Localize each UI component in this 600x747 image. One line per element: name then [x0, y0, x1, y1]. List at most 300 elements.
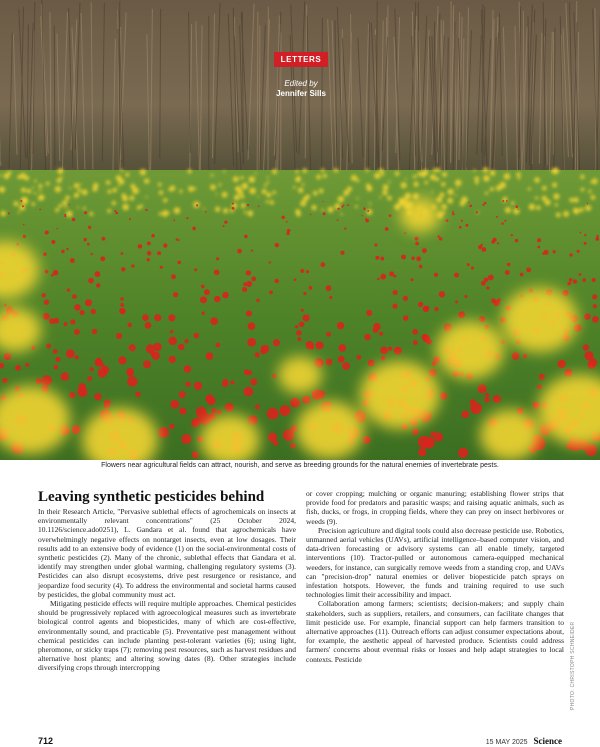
poppy-flower [251, 276, 256, 281]
poppy-flower [297, 337, 301, 341]
poppy-flower [120, 309, 125, 314]
yellow-flower [436, 197, 442, 203]
poppy-flower [286, 221, 288, 223]
poppy-flower [582, 278, 586, 282]
poppy-flower [204, 289, 210, 295]
poppy-flower [170, 400, 179, 409]
poppy-flower [64, 214, 66, 216]
yellow-flower [215, 193, 217, 195]
yellow-flower [233, 176, 239, 182]
poppy-flower [95, 358, 101, 364]
poppy-flower [206, 352, 214, 360]
poppy-flower [573, 279, 577, 283]
poppy-flower [92, 329, 97, 334]
poppy-flower [557, 360, 565, 368]
blurred-yellow-flower [360, 361, 440, 429]
yellow-flower [74, 183, 79, 188]
yellow-flower [262, 189, 267, 194]
poppy-flower [247, 338, 256, 347]
poppy-flower [184, 339, 188, 343]
poppy-flower [393, 275, 396, 278]
yellow-flower [215, 207, 220, 212]
poppy-flower [184, 365, 191, 372]
poppy-flower [425, 306, 430, 311]
yellow-flower [272, 191, 276, 195]
poppy-flower [486, 286, 489, 289]
poppy-flower [51, 274, 54, 277]
poppy-flower [482, 247, 487, 252]
poppy-flower [145, 322, 152, 329]
poppy-flower [426, 339, 432, 345]
poppy-flower [205, 211, 207, 213]
poppy-flower [78, 383, 85, 390]
yellow-flower [122, 204, 129, 211]
yellow-flower [21, 197, 28, 204]
poppy-flower [458, 448, 468, 458]
poppy-flower [53, 349, 58, 354]
poppy-flower [272, 373, 276, 377]
yellow-flower [66, 210, 73, 217]
yellow-flower [18, 211, 20, 213]
yellow-flower [321, 209, 324, 212]
poppy-flower [258, 206, 260, 208]
poppy-flower [469, 205, 472, 208]
poppy-flower [412, 329, 418, 335]
yellow-flower [483, 167, 489, 173]
poppy-flower [145, 209, 147, 211]
poppy-flower [244, 387, 254, 397]
poppy-flower [412, 429, 419, 436]
poppy-flower [459, 226, 462, 229]
poppy-flower [127, 370, 134, 377]
poppy-flower [74, 304, 81, 311]
yellow-flower [300, 200, 306, 206]
poppy-flower [482, 204, 484, 206]
poppy-flower [595, 237, 599, 241]
poppy-flower [583, 344, 589, 350]
poppy-flower [217, 410, 222, 415]
poppy-flower [201, 285, 205, 289]
poppy-flower [385, 227, 389, 231]
poppy-flower [401, 255, 406, 260]
poppy-flower [329, 296, 332, 299]
poppy-flower [223, 225, 225, 227]
yellow-flower [19, 205, 25, 211]
poppy-flower [102, 237, 106, 241]
poppy-flower [306, 270, 309, 273]
poppy-flower [411, 257, 414, 260]
yellow-flower [145, 196, 147, 198]
poppy-flower [22, 205, 24, 207]
yellow-flower [441, 182, 446, 187]
poppy-flower [214, 269, 220, 275]
poppy-flower [281, 216, 284, 219]
poppy-flower [394, 347, 402, 355]
poppy-flower [302, 396, 310, 404]
yellow-flower [529, 204, 536, 211]
poppy-flower [326, 285, 332, 291]
poppy-flower [200, 296, 207, 303]
yellow-flower [116, 175, 122, 181]
yellow-flower [295, 177, 301, 183]
yellow-flower [223, 208, 228, 213]
poppy-flower [237, 249, 242, 254]
yellow-flower [581, 188, 585, 192]
poppy-flower [380, 347, 388, 355]
poppy-flower [365, 219, 369, 223]
yellow-flower [383, 184, 389, 190]
poppy-flower [116, 333, 122, 339]
poppy-flower [484, 202, 486, 204]
poppy-flower [357, 355, 362, 360]
poppy-flower [87, 243, 90, 246]
poppy-flower [89, 367, 93, 371]
yellow-flower [222, 192, 228, 198]
yellow-flower [473, 169, 476, 172]
poppy-flower [504, 220, 506, 222]
yellow-flower [504, 173, 511, 180]
poppy-flower [120, 303, 124, 307]
poppy-flower [326, 332, 331, 337]
yellow-flower [552, 182, 557, 187]
poppy-flower [147, 258, 150, 261]
yellow-flower [238, 190, 244, 196]
poppy-flower [413, 340, 418, 345]
poppy-flower [488, 275, 494, 281]
poppy-flower [129, 344, 136, 351]
poppy-flower [179, 407, 186, 414]
poppy-flower [81, 391, 86, 396]
poppy-flower [338, 344, 346, 352]
article-column-left [38, 507, 296, 673]
poppy-flower [461, 410, 469, 418]
paragraph: Precision agriculture and digital tools could also decrease pesticide use. Robotics, unmanned aerial vehicles (UAVs), artificial intelligence–based computer vision, and data-driven forecasting or advisory systems can all enable timely, targeted interventions (10). Tractor-pulled or autonomous camera-equipped mechanical weeders, for instance, can surgically remove weeds from a standing crop, and UAVs can "precision-drop" natural enemies or deliver biopesticide patch sprays on infestation hotspots. However, the funds and training required to use such technologies limit their accessibility and impact. [306, 525, 564, 600]
poppy-flower [403, 296, 408, 301]
yellow-flower [340, 213, 342, 215]
poppy-flower [537, 384, 542, 389]
poppy-flower [255, 405, 260, 410]
yellow-flower [553, 193, 559, 199]
poppy-flower [290, 443, 295, 448]
poppy-flower [454, 273, 459, 278]
yellow-flower [351, 175, 357, 181]
yellow-flower [140, 169, 146, 175]
poppy-flower [56, 228, 58, 230]
poppy-flower [491, 298, 496, 303]
poppy-flower [418, 302, 423, 307]
poppy-flower [364, 334, 370, 340]
yellow-flower [249, 188, 256, 195]
poppy-flower [366, 310, 372, 316]
poppy-flower [305, 341, 313, 349]
poppy-flower [179, 391, 186, 398]
poppy-flower [61, 372, 69, 380]
poppy-flower [154, 314, 161, 321]
poppy-flower [342, 362, 350, 370]
yellow-flower [295, 209, 300, 214]
poppy-flower [232, 203, 234, 205]
poppy-flower [471, 266, 474, 269]
yellow-flower [395, 171, 400, 176]
poppy-flower [584, 242, 587, 245]
poppy-flower [461, 220, 463, 222]
yellow-flower [424, 181, 428, 185]
yellow-flower [158, 183, 162, 187]
poppy-flower [55, 357, 60, 362]
poppy-flower [309, 286, 313, 290]
poppy-flower [286, 232, 289, 235]
yellow-flower [379, 196, 381, 198]
yellow-flower [210, 184, 216, 190]
poppy-flower [476, 211, 478, 213]
poppy-flower [393, 290, 398, 295]
poppy-flower [584, 351, 593, 360]
poppy-flower [142, 314, 149, 321]
yellow-flower [218, 183, 221, 186]
yellow-flower [356, 179, 359, 182]
editor-name: Jennifer Sills [276, 89, 326, 98]
yellow-flower [511, 201, 515, 205]
yellow-flower [38, 184, 42, 188]
yellow-flower [241, 183, 248, 190]
poppy-flower [505, 270, 510, 275]
yellow-flower [483, 175, 490, 182]
poppy-flower [580, 232, 582, 234]
yellow-flower [56, 178, 61, 183]
yellow-flower [447, 198, 453, 204]
yellow-flower [57, 169, 62, 174]
poppy-flower [388, 346, 392, 350]
yellow-flower [158, 212, 161, 215]
poppy-flower [173, 292, 178, 297]
poppy-flower [485, 393, 490, 398]
yellow-flower [311, 205, 316, 210]
poppy-flower [261, 345, 269, 353]
poppy-flower [138, 244, 142, 248]
yellow-flower [356, 197, 358, 199]
yellow-flower [13, 201, 18, 206]
poppy-flower [232, 207, 235, 210]
poppy-flower [374, 243, 377, 246]
poppy-flower [54, 365, 59, 370]
poppy-flower [340, 251, 344, 255]
poppy-flower [496, 216, 498, 218]
poppy-flower [341, 206, 343, 208]
poppy-flower [178, 344, 184, 350]
blurred-yellow-flower [278, 356, 322, 393]
yellow-flower [556, 212, 561, 217]
poppy-flower [596, 235, 598, 237]
blurred-yellow-flower [502, 288, 578, 353]
poppy-flower [439, 291, 445, 297]
poppy-flower [439, 237, 442, 240]
yellow-flower [394, 204, 400, 210]
poppy-flower [364, 208, 366, 210]
poppy-flower [160, 266, 163, 269]
yellow-flower [440, 192, 445, 197]
poppy-flower [537, 238, 541, 242]
poppy-flower [296, 330, 302, 336]
yellow-flower [235, 187, 238, 190]
poppy-flower [321, 262, 326, 267]
poppy-flower [584, 234, 586, 236]
yellow-flower [382, 190, 387, 195]
yellow-flower [302, 168, 307, 173]
yellow-flower [203, 207, 205, 209]
poppy-flower [315, 341, 323, 349]
yellow-flower [78, 188, 82, 192]
yellow-flower [490, 170, 495, 175]
poppy-flower [84, 211, 87, 214]
poppy-flower [43, 313, 50, 320]
poppy-flower [323, 212, 326, 215]
poppy-flower [452, 213, 455, 216]
poppy-flower [434, 307, 438, 311]
blurred-yellow-flower [400, 198, 440, 232]
yellow-flower [118, 185, 120, 187]
poppy-flower [131, 264, 134, 267]
poppy-flower [419, 265, 423, 269]
poppy-flower [337, 208, 339, 210]
yellow-flower [588, 190, 591, 193]
yellow-flower [129, 195, 134, 200]
yellow-flower [65, 195, 70, 200]
poppy-flower [45, 270, 49, 274]
yellow-flower [83, 207, 86, 210]
poppy-flower [44, 300, 49, 305]
poppy-flower [344, 227, 346, 229]
poppy-flower [267, 408, 279, 420]
poppy-flower [36, 378, 42, 384]
yellow-flower [321, 168, 325, 172]
poppy-flower [310, 214, 312, 216]
poppy-flower [129, 218, 131, 220]
poppy-flower [88, 226, 91, 229]
poppy-flower [492, 238, 496, 242]
poppy-flower [41, 293, 45, 297]
yellow-flower [455, 179, 462, 186]
yellow-flower [592, 178, 598, 184]
yellow-flower [447, 189, 453, 195]
yellow-flower [551, 168, 557, 174]
poppy-flower [493, 395, 501, 403]
yellow-flower [435, 177, 439, 181]
poppy-flower [455, 300, 458, 303]
poppy-flower [94, 393, 101, 400]
yellow-flower [241, 195, 245, 199]
poppy-flower [121, 252, 124, 255]
yellow-flower [247, 210, 253, 216]
yellow-flower [542, 186, 547, 191]
poppy-flower [230, 380, 234, 384]
yellow-flower [79, 184, 81, 186]
yellow-flower [165, 198, 168, 201]
poppy-flower [51, 240, 55, 244]
yellow-flower [62, 200, 67, 205]
yellow-flower [106, 180, 111, 185]
yellow-flower [433, 168, 437, 172]
page-number: 712 [38, 736, 54, 746]
poppy-flower [114, 210, 116, 212]
poppy-flower [507, 263, 510, 266]
poppy-flower [363, 436, 371, 444]
poppy-flower [368, 359, 375, 366]
poppy-flower [256, 299, 260, 303]
poppy-flower [143, 360, 151, 368]
yellow-flower [194, 187, 197, 190]
yellow-flower [125, 173, 129, 177]
poppy-flower [83, 238, 86, 241]
poppy-flower [432, 361, 437, 366]
poppy-flower [214, 296, 220, 302]
yellow-flower [264, 184, 267, 187]
yellow-flower [38, 194, 44, 200]
poppy-flower [66, 248, 68, 250]
poppy-flower [169, 424, 174, 429]
yellow-flower [272, 169, 277, 174]
yellow-flower [343, 190, 349, 196]
poppy-flower [147, 242, 151, 246]
yellow-flower [46, 182, 50, 186]
blurred-yellow-flower [480, 410, 540, 461]
poppy-flower [178, 239, 180, 241]
poppy-flower [381, 356, 386, 361]
poppy-flower [104, 403, 110, 409]
poppy-flower [202, 312, 205, 315]
poppy-flower [61, 250, 64, 253]
poppy-flower [69, 392, 75, 398]
yellow-flower [92, 186, 97, 191]
poppy-flower [373, 327, 379, 333]
yellow-flower [513, 208, 519, 214]
yellow-flower [27, 189, 31, 193]
yellow-flower [31, 202, 35, 206]
poppy-flower [337, 219, 339, 221]
yellow-flower [405, 178, 407, 180]
yellow-flower [365, 169, 368, 172]
poppy-flower [70, 258, 75, 263]
yellow-flower [24, 176, 29, 181]
poppy-flower [411, 278, 414, 281]
poppy-flower [464, 295, 467, 298]
poppy-flower [68, 204, 69, 205]
poppy-flower [392, 304, 397, 309]
poppy-flower [246, 281, 252, 287]
yellow-flower [254, 172, 256, 174]
yellow-flower [490, 187, 494, 191]
poppy-flower [100, 363, 104, 367]
paragraph: In their Research Article, "Pervasive sublethal effects of agrochemicals on insects at environmentally relevant concentrations" (25 October 2024, 10.1126/science.ado0251), L. Gandara et al. found that agrochemicals have overwhelmingly negative effects on nontarget insects, even at low dosages. Their results add to an extensive body of evidence (1) on the social-environmental costs of synthetic pesticides (2). Many of the chronic, sublethal effects that Gandara et al. identify may strengthen under global warming, challenging regulatory systems (3). Pesticides can also disrupt ecosystems, drive pest resurgence or resistance, and jeopardize food security (4). To address the environmental and societal harms caused by pesticides, the global community must act. [38, 507, 296, 599]
yellow-flower [536, 205, 541, 210]
poppy-flower [592, 278, 596, 282]
poppy-flower [466, 224, 469, 227]
poppy-flower [299, 322, 305, 328]
yellow-flower [241, 176, 244, 179]
poppy-flower [168, 314, 175, 321]
poppy-flower [379, 332, 383, 336]
yellow-flower [112, 201, 116, 205]
yellow-flower [55, 186, 61, 192]
yellow-flower [516, 172, 521, 177]
poppy-flower [196, 204, 198, 206]
paragraph: Mitigating pesticide effects will require multiple approaches. Chemical pesticides should be progressively replaced with agroecological measures such as invertebrate biological control agents and biopesticides, many of which are cost-effective, environmentally sound, and practicable (5). Preventative pest management without chemical pesticides can include planting pest-tolerant varieties (6); using light, pheromone, or sticky traps (7); removing pest resources, such as harvest residues and alternative host plants; and altering sowing dates (8). Other strategies include diversifying crops through intercropping [38, 599, 296, 673]
yellow-flower [82, 189, 88, 195]
yellow-flower [77, 206, 79, 208]
yellow-flower [423, 169, 429, 175]
yellow-flower [69, 187, 71, 189]
yellow-flower [316, 175, 321, 180]
yellow-flower [8, 171, 12, 175]
